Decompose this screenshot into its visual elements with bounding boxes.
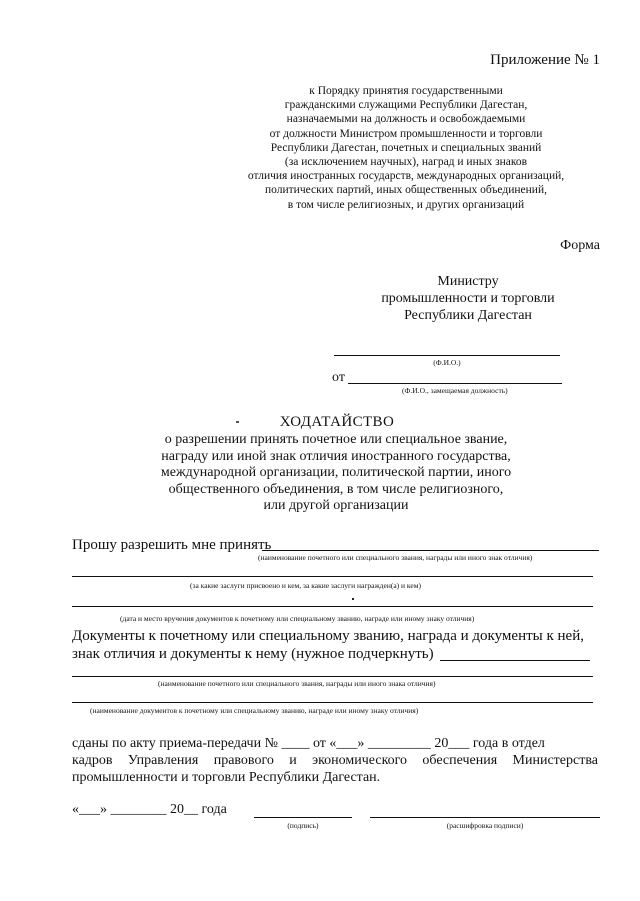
- from-line: [348, 383, 562, 384]
- preamble-line: гражданскими служащими Республики Дагестан,: [284, 99, 528, 112]
- date-place-caption: (дата и место вручения документов к почетному или специальному званию, награде или иному знаку отличия): [120, 614, 475, 623]
- handover-line1: сданы по акту приема-передачи № ____ от «___» _________ 20___ года в отдел: [72, 736, 545, 751]
- documents-name-caption: (наименование документов к почетному или специальному званию, награде или иному знаку отличия): [90, 706, 419, 715]
- from-label: от: [332, 370, 345, 385]
- scan-speck: [236, 421, 239, 423]
- addressee-line: Республики Дагестан: [404, 308, 532, 323]
- signature-decode-caption: (расшифровка подписи): [446, 821, 524, 830]
- subtitle-line: международной организации, политической партии, иного: [160, 465, 512, 480]
- preamble-block: [232, 84, 580, 212]
- fio-caption: (Ф.И.О.): [433, 358, 461, 367]
- subtitle-line: награду или иной знак отличия иностранного государства,: [161, 448, 511, 464]
- subtitle-line: общественного объединения, в том числе религиозного,: [168, 481, 504, 497]
- fio-line: [334, 355, 560, 356]
- preamble-line: (за исключением научных), наград и иных знаков: [284, 156, 528, 169]
- preamble-line: в том числе религиозных, и других организаций: [287, 198, 525, 211]
- signature-caption: (подпись): [287, 821, 319, 830]
- subtitle-line: о разрешении принять почетное или специальное звание,: [164, 432, 508, 447]
- scan-speck: [352, 598, 354, 600]
- handover-line3: промышленности и торговли Республики Дагестан.: [72, 770, 381, 785]
- addressee-line: Министру: [437, 274, 499, 289]
- documents-text-line2: знак отличия и документы к нему (нужное подчеркнуть): [72, 646, 434, 662]
- preamble-line: Республики Дагестан, почетных и специальных званий: [270, 141, 542, 154]
- appendix-number: Приложение № 1: [490, 52, 600, 68]
- preamble-line: назначаемыми на должность и освобождаемыми: [286, 113, 526, 126]
- document-title: ХОДАТАЙСТВО: [279, 414, 395, 430]
- addressee-line: промышленности и торговли: [381, 291, 555, 306]
- merits-caption: (за какие заслуги присвоено и кем, за какие заслуги награжден(а) и кем): [190, 581, 421, 590]
- from-caption: (Ф.И.О., замещаемая должность): [402, 386, 508, 395]
- date-line: «___» ________ 20__ года: [72, 802, 227, 817]
- award-name-line-2: [72, 676, 593, 677]
- award-name-line: [262, 550, 599, 551]
- form-label: Форма: [560, 238, 600, 253]
- award-name-caption: (наименование почетного или специального звания, награды или иного знак отличия): [258, 553, 533, 562]
- preamble-line: политических партий, иных общественных объединений,: [265, 184, 547, 197]
- date-place-line: [72, 606, 593, 607]
- award-name-caption-2: (наименование почетного или специального звания, награды или иного знака отличия): [158, 679, 436, 688]
- signature-decode-line: [370, 817, 600, 818]
- documents-text-line1: Документы к почетному или специальному званию, награда и документы к ней,: [72, 628, 584, 644]
- documents-underline: [440, 660, 590, 661]
- preamble-line: к Порядку принятия государственными: [309, 85, 503, 97]
- addressee-block: [368, 273, 568, 324]
- merits-line: [72, 576, 593, 577]
- request-text: Прошу разрешить мне принять: [72, 537, 272, 553]
- preamble-line: от должности Министром промышленности и торговли: [269, 127, 543, 140]
- subtitle-block: [120, 432, 552, 515]
- preamble-line: отличия иностранных государств, международных организаций,: [247, 170, 565, 183]
- handover-line2: кадров Управления правового и экономического обеспечения Министерства: [72, 753, 598, 768]
- documents-name-line: [72, 702, 593, 703]
- signature-line: [254, 817, 352, 818]
- subtitle-line: или другой организации: [263, 498, 409, 513]
